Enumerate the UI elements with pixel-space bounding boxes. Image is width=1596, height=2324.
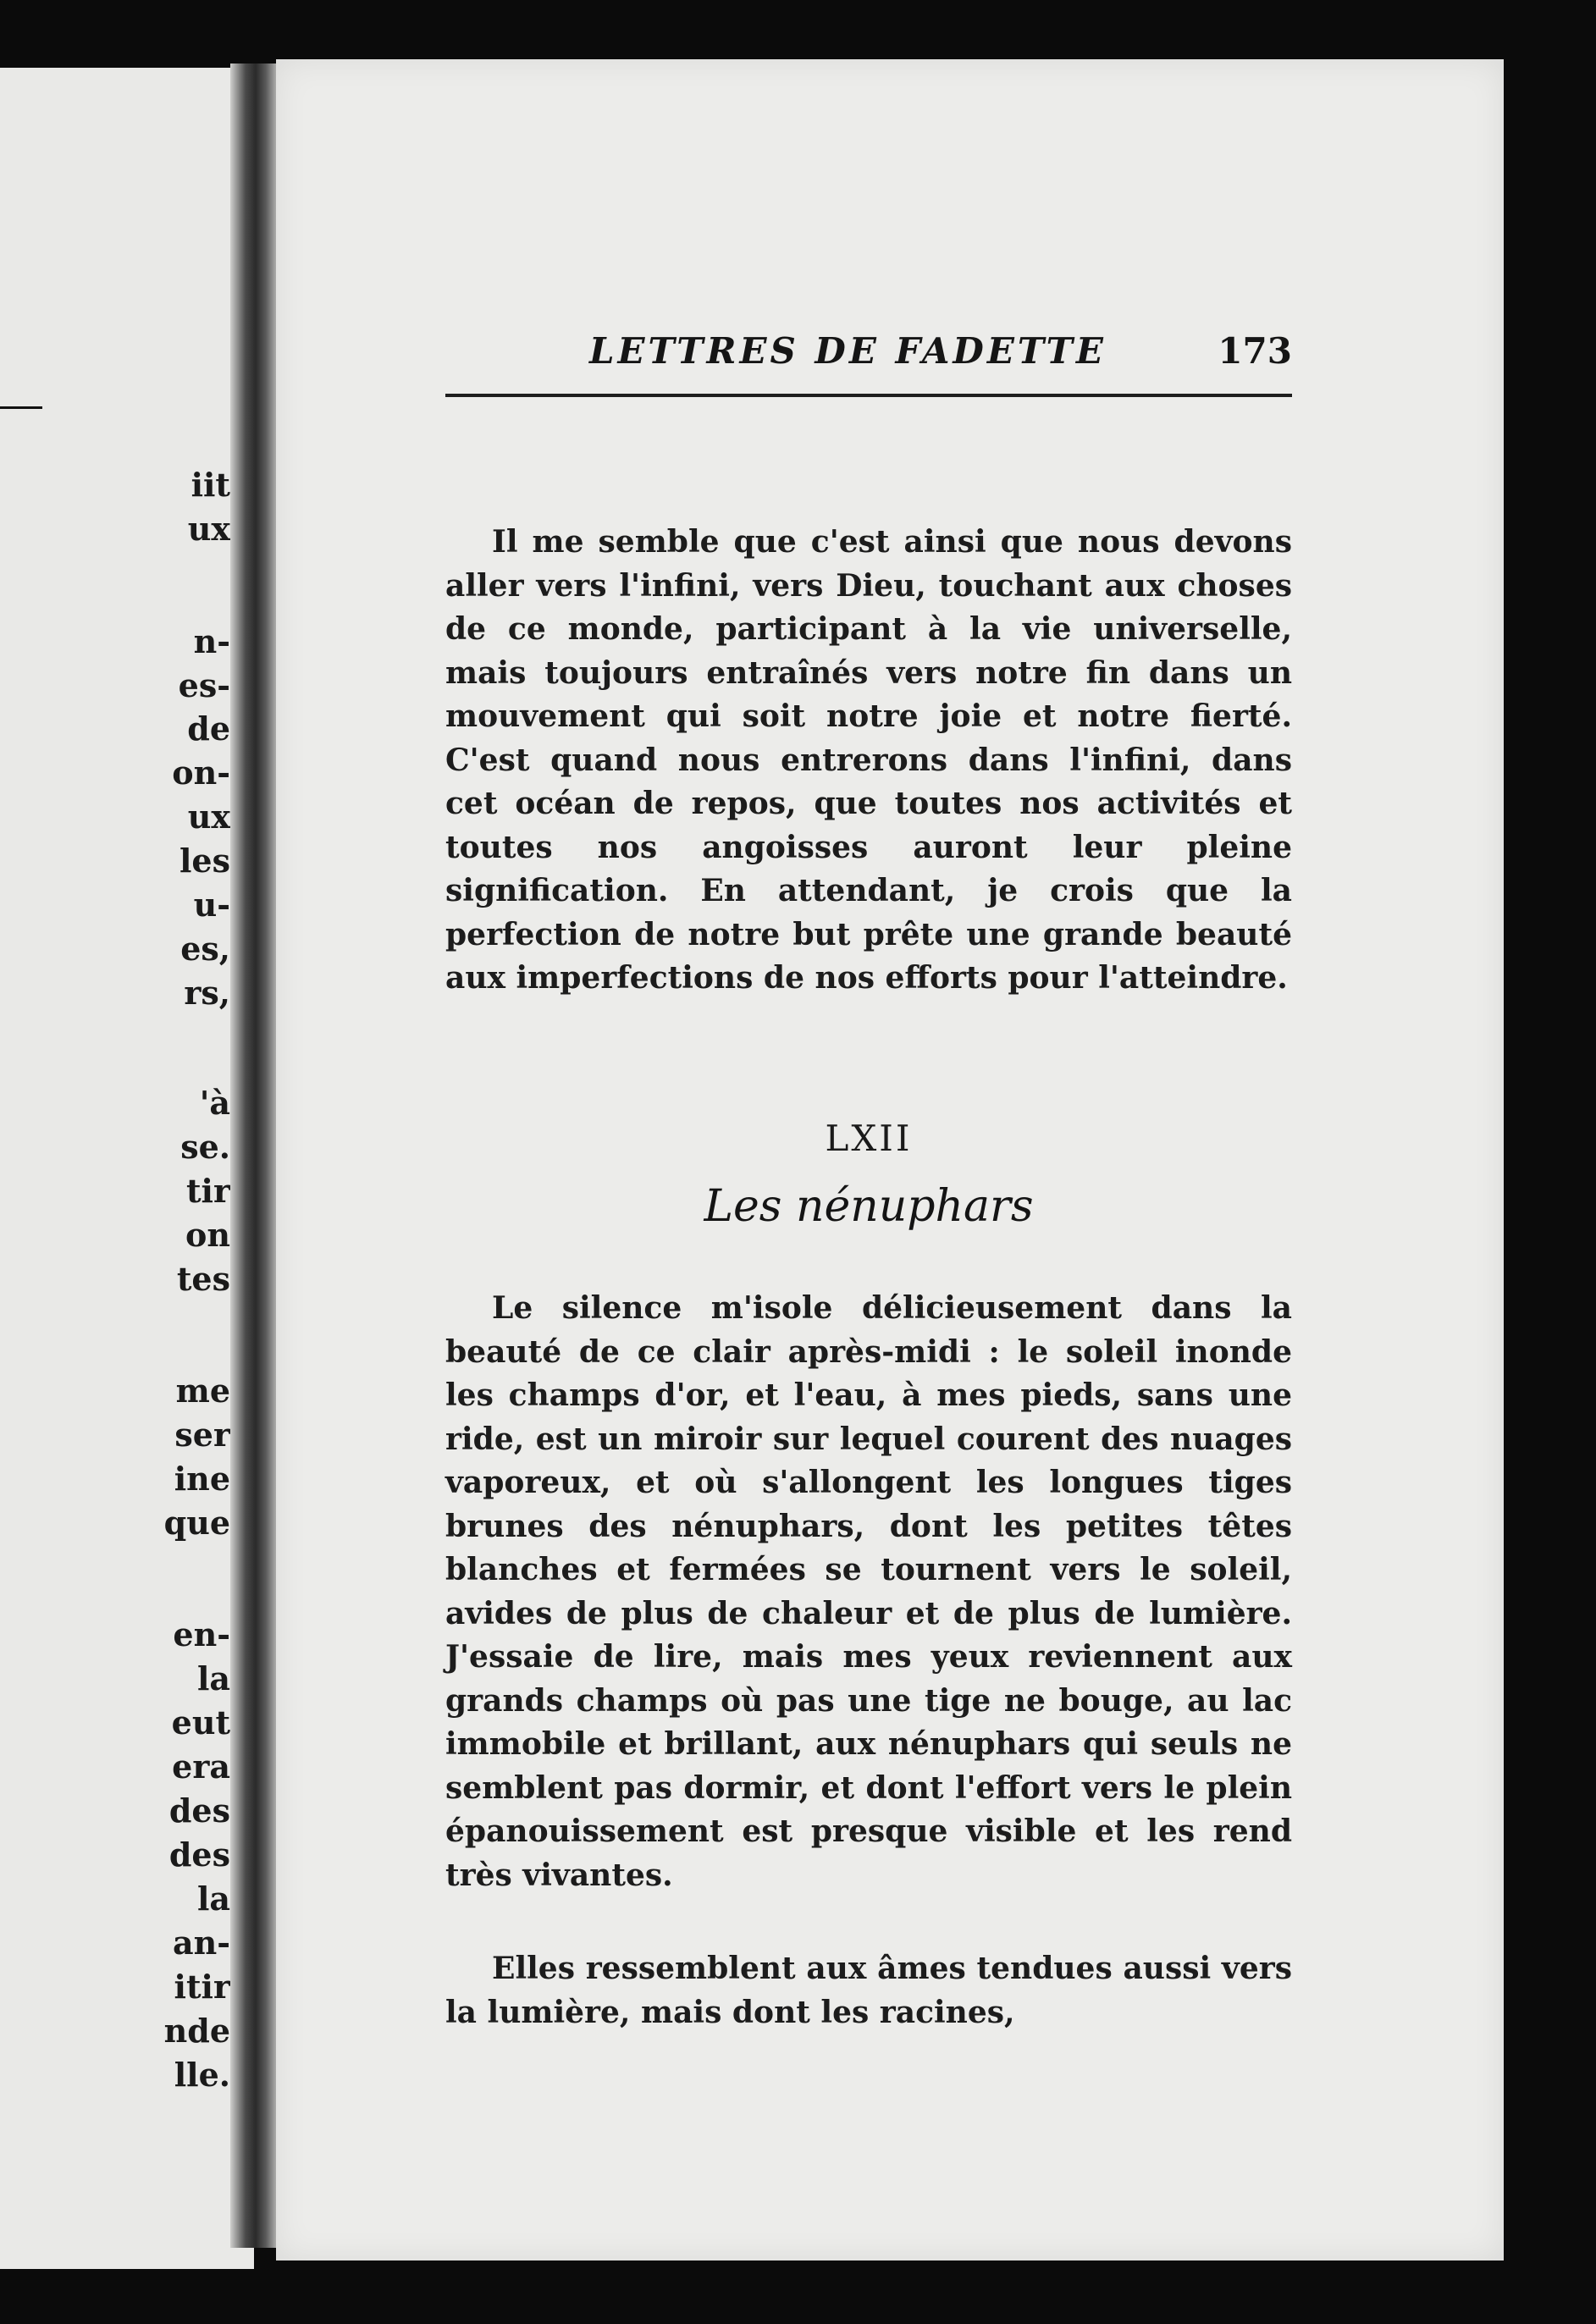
left-page-rule (0, 406, 42, 409)
right-page (276, 59, 1504, 2261)
book-gutter (230, 63, 281, 2248)
left-page-fragment: es- (178, 666, 230, 704)
left-page-fragment: la (196, 1659, 230, 1697)
left-page-fragment: on (185, 1216, 230, 1254)
left-page-fragment: an- (172, 1924, 230, 1962)
left-page-fragment: la (196, 1880, 230, 1918)
left-page-fragment: les (179, 842, 230, 880)
left-page-fragment: on- (172, 754, 230, 792)
left-page-fragment: en- (173, 1615, 230, 1653)
left-page-fragment: ser (174, 1416, 230, 1454)
paragraph-text: Le silence m'isole délicieusement dans la beauté de ce clair après-midi : le soleil inonde les champs d'or, et l'eau, à mes pieds, sans une ride, est un miroir sur lequel courent des nuages vaporeux, et où s'allongent les longues tiges brunes des nénuphars, dont les petites têtes blanches et fermées se tournent vers le soleil, avides de plus de chaleur et de plus de lumière. J'essaie de lire, mais mes yeux reviennent aux grands champs où pas une tige ne bouge, au lac immobile et brillant, aux nénuphars qui seuls ne semblent pas dormir, et dont l'effort vers le plein épanouissement est presque visible et les rend très vivantes. (445, 1290, 1292, 1893)
scan-border (1504, 59, 1596, 2324)
left-page-fragment: era (172, 1747, 230, 1786)
left-page-fragment: n- (193, 622, 230, 660)
page-number: 173 (1218, 330, 1292, 372)
page-header (445, 330, 1292, 389)
left-page-fragment: 'à (199, 1084, 230, 1122)
body-paragraph-2 (445, 1287, 1292, 1897)
left-page-fragment: des (168, 1791, 230, 1830)
left-page (0, 68, 254, 2269)
running-title: LETTRES DE FADETTE (589, 330, 1107, 372)
chapter-title: Les nénuphars (704, 1181, 1034, 1232)
header-rule (445, 394, 1292, 397)
left-page-fragment: de (187, 709, 230, 748)
left-page-fragment: ux (187, 510, 230, 548)
left-page-fragment: tir (185, 1172, 230, 1210)
chapter-number: LXII (825, 1118, 913, 1159)
left-page-fragment: u- (193, 886, 230, 924)
left-page-fragment: es, (180, 930, 230, 968)
left-page-fragment: se. (180, 1128, 230, 1166)
left-page-fragment: ine (174, 1460, 230, 1498)
left-page-fragment: nde (163, 2012, 230, 2050)
left-page-fragment: tes (176, 1260, 230, 1298)
left-page-fragment: lle. (174, 2056, 230, 2094)
paragraph-text: Il me semble que c'est ainsi que nous devons aller vers l'infini, vers Dieu, touchant aux choses de ce monde, participant à la vie universelle, mais toujours entraînés vers notre fin dans un mouvement qui soit notre joie et notre fierté. C'est quand nous entrerons dans l'infini, dans cet océan de repos, que toutes nos activités et toutes nos angoisses auront leur pleine signification. En attendant, je crois que la perfection de notre but prête une grande beauté aux imperfections de nos efforts pour l'atteindre. (445, 524, 1292, 996)
body-paragraph-3 (445, 1947, 1292, 2034)
paragraph-text: Elles ressemblent aux âmes tendues aussi vers la lumière, mais dont les racines, (445, 1951, 1292, 2030)
left-page-fragment: rs, (184, 974, 230, 1012)
left-page-fragment: eut (171, 1703, 230, 1742)
left-page-fragment: des (168, 1835, 230, 1874)
left-page-fragment: itir (174, 1968, 230, 2006)
left-page-fragment: ux (187, 798, 230, 836)
left-page-fragment: iit (191, 466, 230, 504)
left-page-fragment: que (163, 1504, 230, 1542)
left-page-fragment: me (175, 1372, 230, 1410)
body-paragraph-1 (445, 521, 1292, 1001)
